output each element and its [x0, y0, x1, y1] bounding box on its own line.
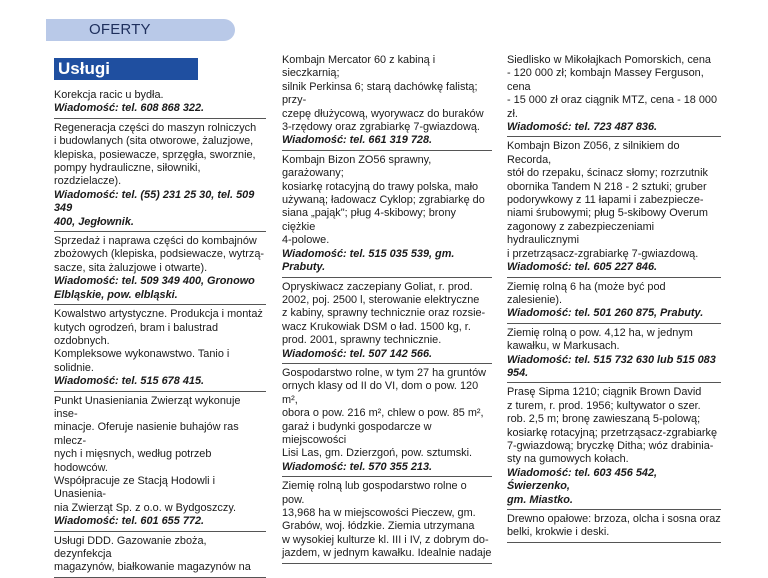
ad-text: Korekcja racic u bydła. [54, 89, 164, 101]
ad-text: Ziemię rolną o pow. 4,12 ha, w jednym kawałku, w Markusach. [507, 326, 693, 353]
classified-ad [54, 232, 266, 305]
column-1 [54, 52, 266, 574]
classified-ad [54, 119, 266, 232]
classified-ad [282, 52, 492, 151]
ad-text: Gospodarstwo rolne, w tym 27 ha gruntów ornych klasy od II do VI, dom o pow. 120 m², obora o pow. 216 m², chlew o pow. 85 m², garaż i budynki gospodarcze w miejscowości Lisi Las, gm. Dzierzgoń, pow. sztumski. [282, 366, 486, 460]
section-tab [46, 19, 235, 41]
ad-contact: Wiadomość: tel. 608 868 322. [54, 102, 205, 115]
classified-ad [282, 477, 492, 563]
ad-text: Punkt Unasieniania Zwierząt wykonuje inse- minacje. Oferuje nasienie buhajów ras mlecz- nych i mięsnych, według potrzeb hodowców. Współpracuje ze Stacją Hodowli i Unasienia- nia Zwierząt Sp. z o.o. w Bydgoszczy. [54, 394, 241, 514]
ad-contact: Wiadomość: tel. 723 487 836. [507, 121, 658, 134]
classified-ad [54, 305, 266, 391]
ad-contact: Wiadomość: tel. 515 678 415. [54, 375, 205, 388]
classified-ad [282, 278, 492, 364]
classified-ad [282, 364, 492, 477]
ad-text: Siedlisko w Mikołajkach Pomorskich, cena - 120 000 zł; kombajn Massey Ferguson, cena - 15 000 zł oraz ciągnik MTZ, cena - 18 000 zł. [507, 54, 718, 120]
ad-contact: Wiadomość: tel. 509 349 400, Gronowo Elbląskie, pow. elbląski. [54, 275, 255, 301]
classified-ad [282, 151, 492, 278]
ad-text: Sprzedaż i naprawa części do kombajnów zbożowych (klepiska, podsiewacze, wytrzą- sacze, sita żaluzjowe i otwarte). [54, 235, 265, 274]
ad-text: Kombajn Bizon Z056, z silnikiem do Recorda, stół do rzepaku, ścinacz słomy; rozrzutnik obornika Tandem N 218 - 2 sztuki; gruber podorywkowy z 11 łapami i zabezpiecze- niami śrubowymi; pług 5-skibowy Overum zagonowy z zabezpieczeniami hydraulicznymi i przetrząsacz-zgrabiarkę 7-gwiazdową. [507, 140, 708, 260]
ad-text: Ziemię rolną 6 ha (może być pod zalesienie). [507, 280, 666, 306]
ad-contact: Wiadomość: tel. 601 655 772. [54, 515, 205, 528]
ad-contact: Wiadomość: tel. 515 732 630 lub 515 083 954. [507, 353, 716, 379]
ad-contact: Wiadomość: tel. 501 260 875, Prabuty. [507, 307, 704, 320]
ad-text: Kombajn Mercator 60 z kabiną i sieczkarnią; silnik Perkinsa 6; starą dachówkę falistą; przy- czepę dłużycową, wyorywacz do buraków 3-rzędowy oraz zgrabiarkę 7-gwiazdową. [282, 54, 484, 134]
ad-text: Prasę Sipma 1210; ciągnik Brown David z turem, r. prod. 1956; kultywator o szer. rob. 2,5 m; bronę zawieszaną 5-polową; kosiarkę rotacyjną; przetrząsacz-zgrabiarkę 7-gwiazdową; bryczkę Ditha; wóz drabinia- sty na gumowych kołach. [507, 386, 718, 466]
classified-ad [507, 278, 721, 324]
ad-text: Regeneracja części do maszyn rolniczych i budowlanych (sita otworowe, żaluzjowe, klepiska, posiewacze, sprzęgła, sworznie, pompy hydrauliczne, siłowniki, rozdzielacze). [54, 121, 257, 188]
column-3 [507, 52, 721, 539]
section-tab-label: OFERTY [89, 21, 151, 38]
ad-text: Kombajn Bizon ZO56 sprawny, garażowany; kosiarkę rotacyjną do trawy polska, mało używaną; ładowacz Cyklop; zgrabiarkę do siana „pająk"; pług 4-skibowy; brony ciężkie 4-polowe. [282, 153, 485, 247]
ad-text: Ziemię rolną lub gospodarstwo rolne o pow. 13,968 ha w miejscowości Pieczew, gm. Grabów, woj. łódzkie. Ziemia utrzymana w wysokiej kulturze kl. III i IV, z dobrym do- jazdem, w jednym kawałku. Idealnie nadaje [282, 480, 492, 560]
ad-contact: Wiadomość: tel. 570 355 213. [282, 460, 433, 473]
classified-ad [54, 392, 266, 532]
classified-ad [507, 383, 721, 510]
category-heading: Usługi [54, 58, 198, 80]
ad-text: Drewno opałowe: brzoza, olcha i sosna oraz belki, krokwie i deski. [507, 513, 721, 539]
classified-ad [507, 510, 721, 543]
classified-ad [507, 324, 721, 384]
classified-ad [54, 86, 266, 119]
ad-text: Usługi DDD. Gazowanie zboża, dezynfekcja magazynów, białkowanie magazynów na [54, 534, 251, 574]
ad-contact: Wiadomość: tel. (55) 231 25 30, tel. 509 349 400, Jegłownik. [54, 188, 255, 228]
ad-contact: Wiadomość: tel. 603 456 542, Świerzenko, gm. Miastko. [507, 466, 658, 506]
classified-ad [507, 137, 721, 277]
classified-ad [54, 532, 266, 578]
ad-text: Opryskiwacz zaczepiany Goliat, r. prod. 2002, poj. 2500 l, sterowanie elektryczne z kabiny, sprawny technicznie oraz rozsie- wacz Krukowiak DSM o ład. 1500 kg, r. prod. 2001, sprawny technicznie. [282, 280, 486, 347]
classified-ad [507, 52, 721, 137]
ad-text: Kowalstwo artystyczne. Produkcja i montaż kutych ogrodzeń, bram i balustrad ozdobnych. Kompleksowe wykonawstwo. Tanio i solidnie. [54, 308, 263, 374]
ad-contact: Wiadomość: tel. 605 227 846. [507, 261, 658, 274]
ad-contact: Wiadomość: tel. 515 035 539, gm. Prabuty. [282, 247, 455, 274]
column-2 [282, 52, 492, 560]
ad-contact: Wiadomość: tel. 507 142 566. [282, 347, 433, 360]
ad-contact: Wiadomość: tel. 661 319 728. [282, 134, 433, 147]
